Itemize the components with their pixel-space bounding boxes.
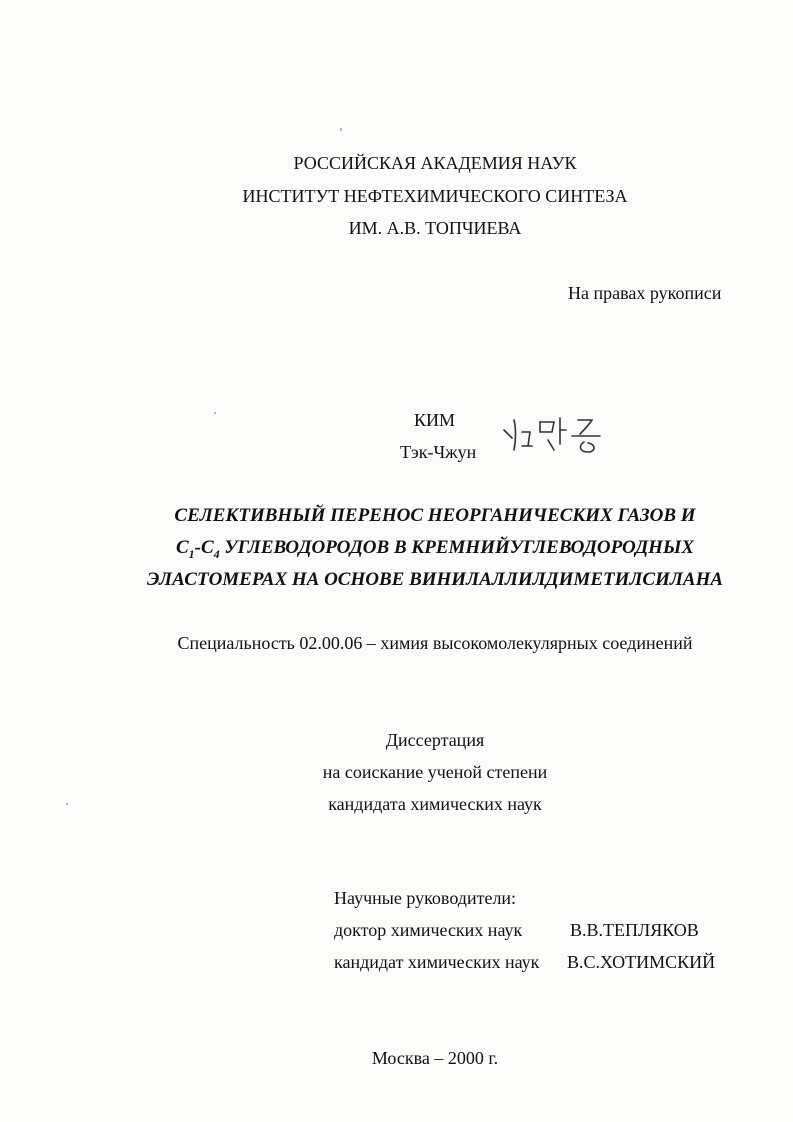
title-line-2-rest: УГЛЕВОДОРОДОВ В КРЕМНИЙУГЛЕВОДОРОДНЫХ — [219, 537, 695, 558]
title-line-3: ЭЛАСТОМЕРАХ НА ОСНОВЕ ВИНИЛАЛЛИЛДИМЕТИЛСИЛАНА — [146, 569, 724, 590]
institute-honorific: ИМ. А.В. ТОПЧИЕВА — [348, 218, 522, 238]
supervisor-1-degree: доктор химических наук — [334, 920, 523, 940]
institute-name: ИНСТИТУТ НЕФТЕХИМИЧЕСКОГО СИНТЕЗА — [242, 186, 628, 206]
author-surname: КИМ — [414, 410, 456, 430]
title-subscript-1: 1 — [188, 546, 195, 561]
supervisors-heading: Научные руководители: — [334, 888, 517, 908]
scan-speck — [214, 412, 216, 414]
title-subscript-4: 4 — [213, 546, 220, 561]
title-c-mid: -C — [194, 537, 214, 558]
academy-name: РОССИЙСКАЯ АКАДЕМИЯ НАУК — [293, 153, 577, 173]
author-given-name: Тэк-Чжун — [400, 442, 477, 462]
title-line-1: СЕЛЕКТИВНЫЙ ПЕРЕНОС НЕОРГАНИЧЕСКИХ ГАЗОВ И — [174, 505, 696, 526]
supervisor-1-name: В.В.ТЕПЛЯКОВ — [570, 920, 699, 940]
handwritten-signature — [500, 410, 620, 460]
supervisor-2-degree: кандидат химических наук — [334, 952, 540, 972]
rights-note: На правах рукописи — [568, 283, 722, 303]
supervisor-2-name: В.С.ХОТИМСКИЙ — [567, 952, 716, 972]
specialty: Специальность 02.00.06 – химия высокомолекулярных соединений — [177, 633, 693, 653]
scan-speck — [340, 128, 342, 131]
dissertation-label: Диссертация — [385, 730, 485, 750]
scan-speck — [66, 803, 68, 805]
degree-name: кандидата химических наук — [328, 794, 542, 814]
degree-pursuit: на соискание ученой степени — [322, 762, 548, 782]
title-c-prefix: C — [175, 537, 189, 558]
place-and-year: Москва – 2000 г. — [371, 1048, 499, 1068]
title-line-2 — [0, 537, 793, 565]
